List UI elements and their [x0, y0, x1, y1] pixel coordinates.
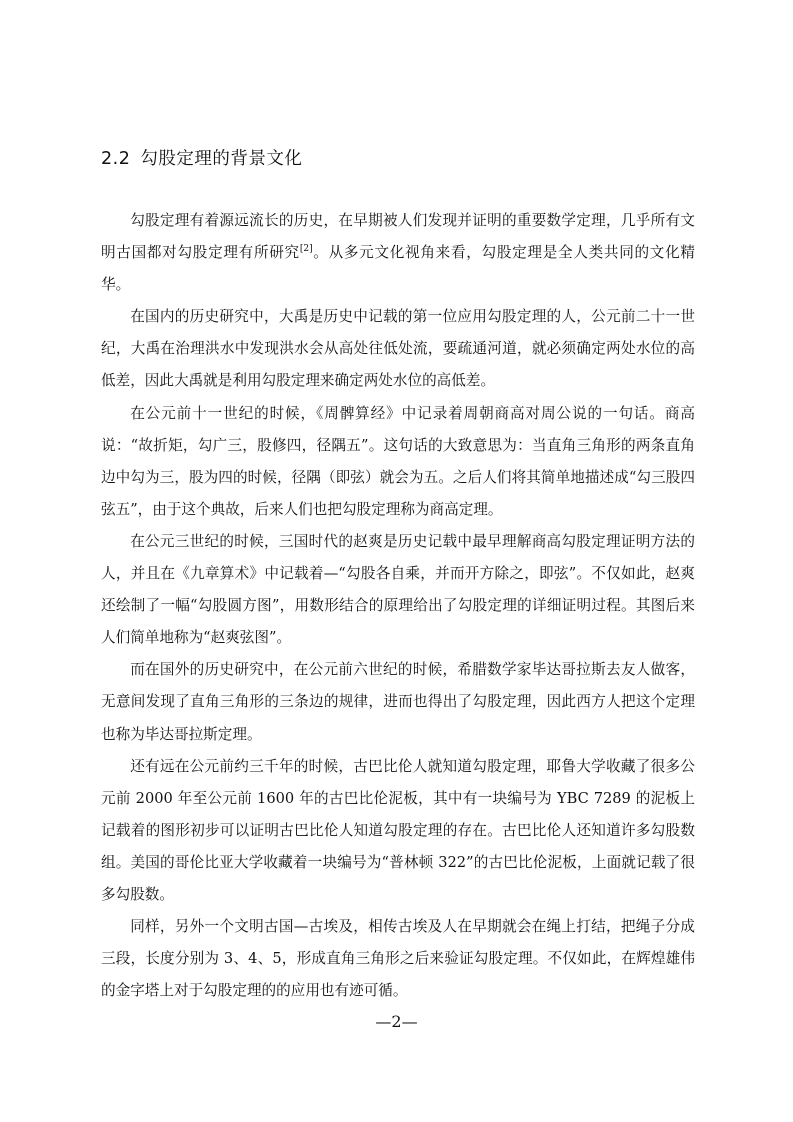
page-number: —2—: [375, 1012, 418, 1031]
paragraph: [101, 205, 695, 301]
paragraph-text: 。从多元文化视角来看，勾股定理是全人类共同的文化精华。: [101, 244, 695, 294]
paragraph: 在公元前十一世纪的时候，《周髀算经》中记录着周朝商高对周公说的一句话。商高说：“故折矩，勾广三，股修四，径隅五”。这句话的大致意思为：当直角三角形的两条直角边中勾为三，股为四的时候，径隅（即弦）就会为五。之后人们将其简单地描述成“勾三股四弦五”，由于这个典故，后来人们也把勾股定理称为商高定理。: [101, 404, 695, 518]
section-title: 勾股定理的背景文化: [140, 149, 303, 169]
section-heading: [101, 145, 302, 170]
paragraph: 还有远在公元前约三千年的时候，古巴比伦人就知道勾股定理，耶鲁大学收藏了很多公元前 2000 年至公元前 1600 年的古巴比伦泥板，其中有一块编号为 YBC 7289 的泥板上记载着的图形初步可以证明古巴比伦人知道勾股定理的存在。古巴比伦人还知道许多勾股数组。美国的哥伦比亚大学收藏着一块编号为“普林顿 322”的古巴比伦泥板，上面就记载了很多勾股数。: [101, 757, 695, 903]
paragraph: 在国内的历史研究中，大禹是历史中记载的第一位应用勾股定理的人，公元前二十一世纪，大禹在治理洪水中发现洪水会从高处往低处流，要疏通河道，就必须确定两处水位的高低差，因此大禹就是利用勾股定理来确定两处水位的高低差。: [101, 308, 695, 390]
paragraph: 同样，另外一个文明古国—古埃及，相传古埃及人在早期就会在绳上打结，把绳子分成三段，长度分别为 3、4、5，形成直角三角形之后来验证勾股定理。不仅如此，在辉煌雄伟的金字塔上对于勾股定理的的应用也有迹可循。: [101, 918, 695, 1000]
section-number: 2.2: [101, 149, 131, 169]
paragraph-text: 勾股定理有着源远流长的历史，在早期被人们发现并证明的重要数学定理，几乎所有文明古国都对勾股定理有所研究: [101, 212, 695, 262]
paragraph: 在公元三世纪的时候，三国时代的赵爽是历史记载中最早理解商高勾股定理证明方法的人，并且在《九章算术》中记载着—“勾股各自乘，并而开方除之，即弦”。不仅如此，赵爽还绘制了一幅“勾股圆方图”，用数形结合的原理给出了勾股定理的详细证明过程。其图后来人们简单地称为“赵爽弦图”。: [101, 532, 695, 647]
citation-reference: [2]: [299, 244, 313, 255]
paragraph: 而在国外的历史研究中，在公元前六世纪的时候，希腊数学家毕达哥拉斯去友人做客，无意间发现了直角三角形的三条边的规律，进而也得出了勾股定理，因此西方人把这个定理也称为毕达哥拉斯定理。: [101, 661, 695, 743]
body-text: [101, 205, 695, 1007]
